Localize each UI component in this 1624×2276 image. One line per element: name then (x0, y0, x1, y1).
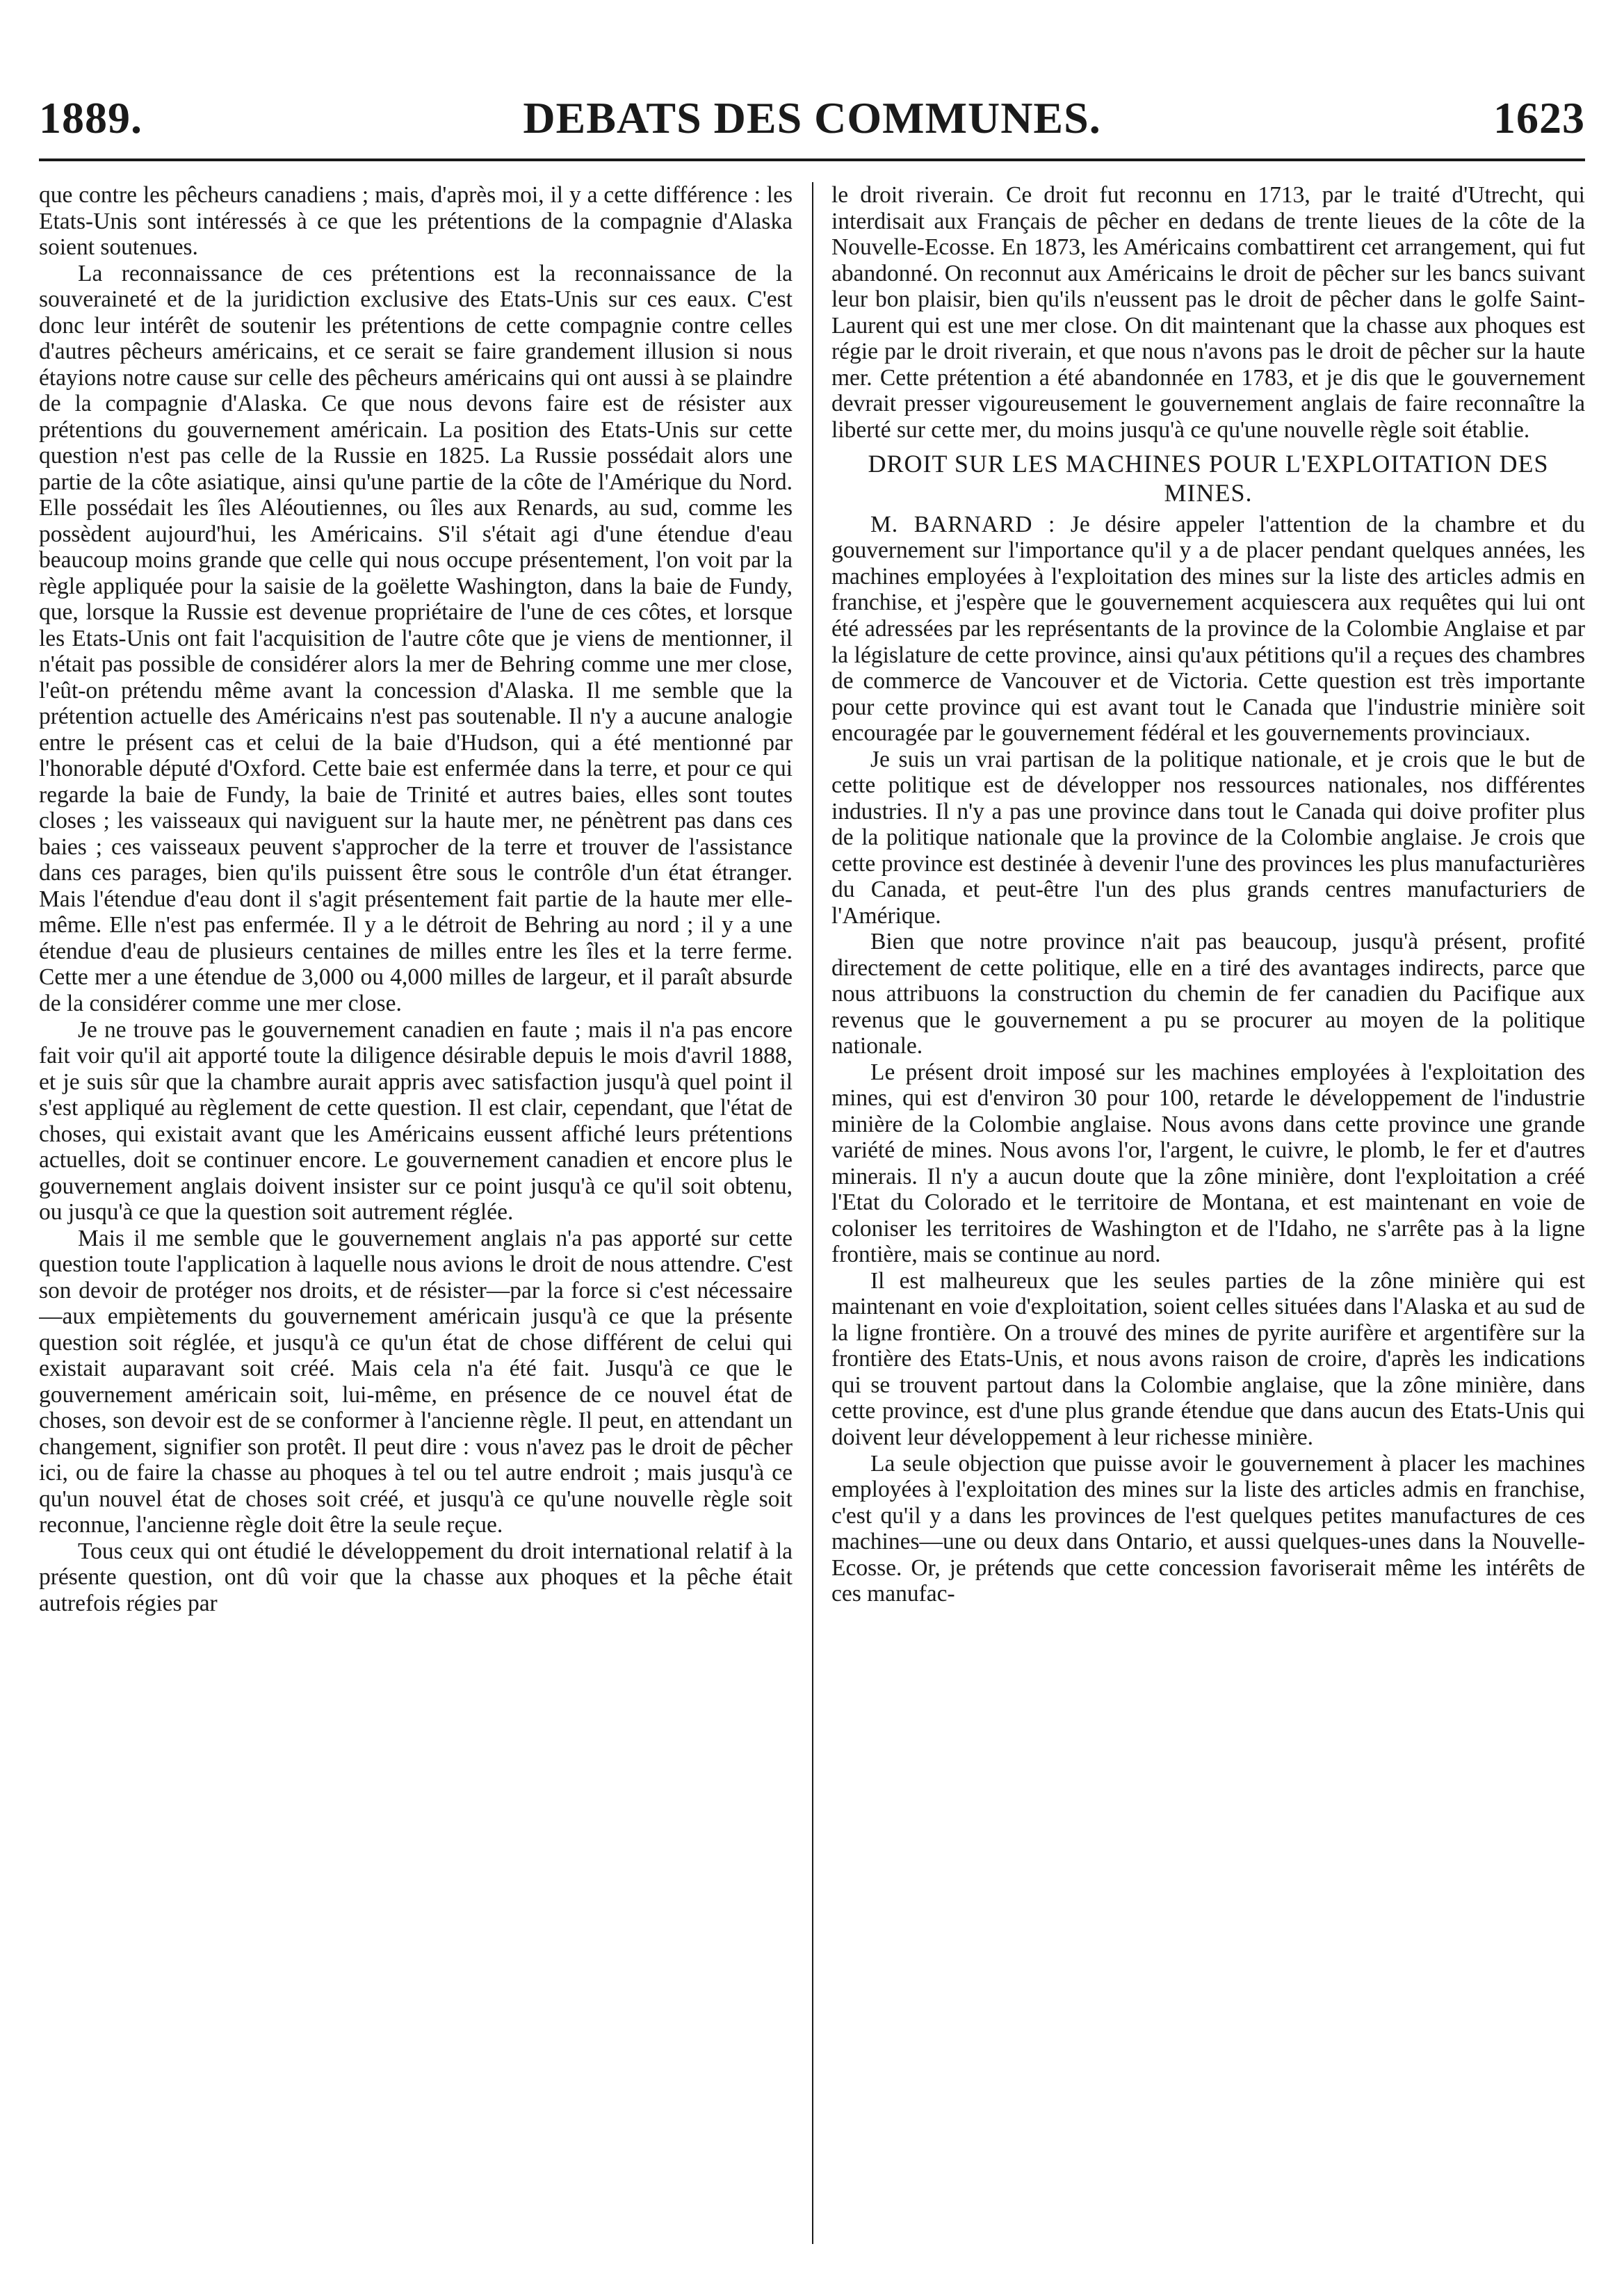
paragraph: La seule objection que puisse avoir le gouvernement à placer les machines employées à l'exploitation des mines sur la liste des articles admis en franchise, c'est qu'il y a dans les provinces de l'est quelques petites manufactures de ces machines—une ou deux dans Ontario, et aussi quelques-unes dans la Nouvelle-Ecosse. Or, je prétends que cette concession favoriserait même les intérêts de ces manufac- (831, 1450, 1585, 1607)
paragraph: que contre les pêcheurs canadiens ; mais, d'après moi, il y a cette différence : les Etats-Unis sont intéressés à ce que les prétentions de la compagnie d'Alaska soient soutenues. (39, 182, 793, 261)
right-column (831, 182, 1585, 2244)
paragraph: Il est malheureux que les seules parties de la zône minière qui est maintenant en voie d'exploitation, soient celles situées dans l'Alaska et au sud de la ligne frontière. On a trouvé des mines de pyrite aurifère et argentifère sur la frontière des Etats-Unis, et nous avons raison de croire, d'après les indications qui se trouvent partout dans la Colombie anglaise, que la zône minière, dans cette province, est d'une plus grande étendue que dans aucun des Etats-Unis qui doivent leur développement à leur richesse minière. (831, 1267, 1585, 1450)
paragraph: Bien que notre province n'ait pas beaucoup, jusqu'à présent, profité directement de cette politique, elle en a tiré des avantages indirects, parce que nous attribuons la construction du chemin de fer canadien du Pacifique aux revenus que le gouvernement a pu se procurer au moyen de la politique nationale. (831, 929, 1585, 1059)
running-head (39, 83, 1585, 153)
paragraph: Je ne trouve pas le gouvernement canadien en faute ; mais il n'a pas encore fait voir qu'il ait apporté toute la diligence désirable depuis le mois d'avril 1888, et je suis sûr que la chambre aurait appris avec satisfaction jusqu'à quel point il s'est appliqué au règlement de cette question. Il est clair, cependant, que l'état de choses, qui existait avant que les Américains eussent affiché leurs prétentions actuelles, doit se continuer encore. Le gouvernement canadien et encore plus le gouvernement anglais doivent insister sur ce point jusqu'à ce qu'il soit obtenu, ou jusqu'à ce que la question soit autrement réglée. (39, 1016, 793, 1226)
year: 1889. (39, 93, 143, 143)
paragraph: La reconnaissance de ces prétentions est la reconnaissance de la souveraineté et de la juridiction exclusive des Etats-Unis sur ces eaux. C'est donc leur intérêt de soutenir les prétentions de cette compagnie contre celles d'autres pêcheurs américains, et ce serait se faire grandement illusion si nous étayions notre cause sur celle des pêcheurs américains qui ont aussi à se plaindre de la compagnie d'Alaska. Ce que nous devons faire est de résister aux prétentions du gouvernement américain. La position des Etats-Unis sur cette question n'est pas celle de la Russie en 1825. La Russie possédait alors une partie de la côte asiatique, ainsi qu'une partie de la côte de l'Amérique du Nord. Elle possédait les îles Aléoutiennes, ou îles aux Renards, au sud, comme les possèdent aujourd'hui, les Américains. S'il s'était agi d'une étendue d'eau beaucoup moins grande que celle qui nous occupe présentement, l'on voit par la règle appliquée pour la saisie de la goëlette Washington, dans la baie de Fundy, que, lorsque la Russie est devenue propriétaire de l'une de ces côtes, et lorsque les Etats-Unis ont fait l'acquisition de l'autre côte que je viens de mentionner, il n'était pas possible de considérer alors la mer de Behring comme une mer close, l'eût-on prétendu même avant la concession d'Alaska. Il me semble que la prétention actuelle des Américains n'est pas soutenable. Il n'y a aucune analogie entre le présent cas et celui de la baie d'Hudson, qui a été mentionné par l'honorable député d'Oxford. Cette baie est enfermée dans la terre, et pour ce qui regarde la baie de Fundy, la baie de Trinité et autres baies, elles sont toutes closes ; les vaisseaux qui naviguent sur la haute mer, ne pénètrent pas dans ces baies ; ces vaisseaux peuvent s'approcher de la terre et trouver de l'assistance dans ces parages, bien qu'ils puissent être sous le contrôle d'un état étranger. Mais l'étendue d'eau dont il s'agit présentement fait partie de la haute mer elle-même. Elle n'est pas enfermée. Il y a le détroit de Behring au nord ; il y a une étendue d'eau de plusieurs centaines de milles entre les îles et la terre ferme. Cette mer a une étendue de 3,000 ou 4,000 milles de largeur, et il paraît absurde de la considérer comme une mer close. (39, 260, 793, 1016)
paragraph: Mais il me semble que le gouvernement anglais n'a pas apporté sur cette question toute l'application à laquelle nous avions le droit de nous attendre. C'est son devoir de protéger nos droits, et de résister—par la force si c'est nécessaire—aux empiètements du gouvernement américain jusqu'à ce que la présente question soit réglée, et jusqu'à ce qu'un état de chose différent de celui qui existait auparavant soit créé. Mais cela n'a été fait. Jusqu'à ce que le gouvernement américain soit, lui-même, en présence de ce nouvel état de choses, son devoir est de se conformer à l'ancienne règle. Il peut, en attendant un changement, signifier son protêt. Il peut dire : vous n'avez pas le droit de pêcher ici, ou de faire la chasse au phoques à tel ou tel autre endroit ; mais jusqu'à ce qu'un nouvel état de choses soit créé, et jusqu'à ce qu'une nouvelle règle soit reconnue, l'ancienne règle doit être la seule reçue. (39, 1225, 793, 1538)
page-title: DEBATS DES COMMUNES. (523, 93, 1101, 143)
paragraph: Le présent droit imposé sur les machines employées à l'exploitation des mines, qui est d'environ 30 pour 100, retarde le développement de l'industrie minière de la Colombie anglaise. Nous avons dans cette province une grande variété de mines. Nous avons l'or, l'argent, le cuivre, le plomb, le fer et d'autres minerais. Il n'y a aucun doute que la zône minière, dont l'exploitation a créé l'Etat du Colorado et le territoire de Montana, et est maintenant en voie de coloniser les territoires de Washington et de l'Idaho, ne s'arrête pas à la ligne frontière, mais se continue au nord. (831, 1059, 1585, 1268)
paragraph: Je suis un vrai partisan de la politique nationale, et je crois que le but de cette politique est de développer nos ressources nationales, nos différentes industries. Il n'y a pas une province dans tout le Canada qui doive profiter plus de la politique nationale que la province de la Colombie anglaise. Je crois que cette province est destinée à devenir l'une des provinces les plus manufacturières du Canada, et peut-être l'un des plus grands centres manufacturiers de l'Amérique. (831, 746, 1585, 929)
paragraph: Tous ceux qui ont étudié le développement du droit international relatif à la présente question, ont dû voir que la chasse aux phoques et la pêche était autrefois régies par (39, 1538, 793, 1616)
page-number: 1623 (1493, 93, 1585, 143)
speaker-paragraph (831, 512, 1585, 747)
paragraph: le droit riverain. Ce droit fut reconnu en 1713, par le traité d'Utrecht, qui interdisait aux Français de pêcher en dedans de trente lieues de la côte de la Nouvelle-Ecosse. En 1873, les Américains combattirent cet arrangement, qui fut abandonné. On reconnut aux Américains le droit de pêcher sur les bancs suivant leur bon plaisir, bien qu'ils n'eussent pas le droit de pêcher dans le golfe Saint-Laurent qui est une mer close. On dit maintenant que la chasse aux phoques est régie par le droit riverain, et que nous n'avons pas le droit de pêcher sur la haute mer. Cette prétention a été abandonnée en 1783, et je dis que le gouvernement devrait presser vigoureusement le gouvernement anglais de faire reconnaître la liberté sur cette mer, du moins jusqu'à ce qu'une nouvelle règle soit établie. (831, 182, 1585, 443)
header-rule (39, 158, 1585, 161)
speaker-text: Je désire appeler l'attention de la chambre et du gouvernement sur l'importance qu'il y a de placer pendant quelques années, les machines employées à l'exploitation des mines sur la liste des articles admis en franchise, et j'espère que le gouvernement acquiescera aux requêtes qui lui ont été adressées par les représentants de la province de la Colombie Anglaise et par la législature de cette province, ainsi qu'aux pétitions qu'il a reçues des chambres de commerce de Vancouver et de Victoria. Cette question est très importante pour cette province qui est avant tout le Canada que l'industrie minière soit encouragée par le gouvernement fédéral et les gouvernements provinciaux. (831, 511, 1585, 747)
column-divider (812, 182, 813, 2244)
speaker-name: M. BARNARD : (870, 511, 1056, 537)
section-heading: DROIT SUR LES MACHINES POUR L'EXPLOITATION DES MINES. (868, 450, 1549, 507)
left-column (39, 182, 793, 2244)
